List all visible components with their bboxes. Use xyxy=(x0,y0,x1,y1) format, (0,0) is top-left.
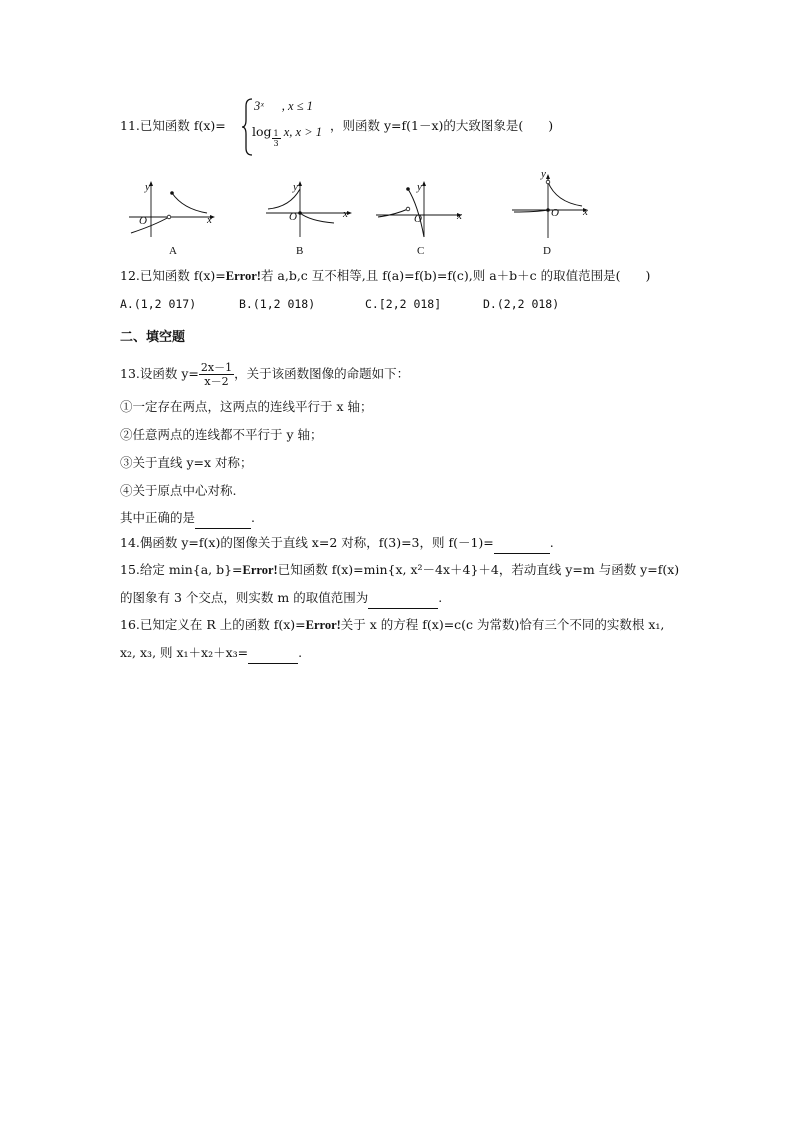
section-title: 二、填空题 xyxy=(120,330,186,345)
graph-c-y-label: y xyxy=(417,181,422,193)
q11-case1-expr: 3ˣ xyxy=(254,99,264,113)
q15-line-2 xyxy=(120,588,442,609)
q12-line xyxy=(120,266,650,286)
graph-a-origin: O xyxy=(139,215,147,227)
answer-blank[interactable] xyxy=(494,533,550,554)
graph-a-x-label: x xyxy=(207,214,212,226)
q11-log-base-num: 1 xyxy=(273,129,279,138)
graph-d-x-label: x xyxy=(583,206,588,218)
q11-case2-log: log xyxy=(252,124,272,139)
q11-line xyxy=(120,116,226,136)
graph-b-y-label: y xyxy=(293,181,298,193)
q13-end: . xyxy=(251,510,255,525)
graph-c xyxy=(372,175,472,240)
q13-item-1: ①一定存在两点，这两点的连线平行于 x 轴； xyxy=(120,399,373,414)
graph-b-label: B xyxy=(296,245,304,257)
q11-prefix: 11.已知函数 f(x)= xyxy=(120,118,226,133)
q16-end: . xyxy=(298,645,303,660)
q12-options xyxy=(120,294,196,314)
q12-option-b: B.(1,2 018) xyxy=(239,297,316,311)
q11-case2 xyxy=(252,124,322,148)
q12-option-d: D.(2,2 018) xyxy=(483,297,560,311)
q11-suffix: ，则函数 y=f(1－x)的大致图象是( ) xyxy=(330,118,554,133)
q16-error: Error! xyxy=(305,618,341,632)
q16-line xyxy=(120,615,664,635)
q16-part1: 16.已知定义在 R 上的函数 f(x)= xyxy=(120,617,306,632)
q13-suffix: ，关于该函数图像的命题如下： xyxy=(234,366,410,381)
graph-d-y-label: y xyxy=(541,168,546,180)
graph-c-x-label: x xyxy=(457,210,462,222)
q13-item-2: ②任意两点的连线都不平行于 y 轴； xyxy=(120,427,323,442)
q13-line xyxy=(120,360,409,388)
q15-part2: 已知函数 f(x)=min{x, x²－4x＋4}＋4，若动直线 y=m 与函数 y=f(x) xyxy=(277,562,680,577)
q11-case1 xyxy=(254,98,313,114)
q15-error: Error! xyxy=(242,563,278,577)
q12-error: Error! xyxy=(225,269,261,283)
graph-a-label: A xyxy=(169,245,177,257)
graph-b-x-label: x xyxy=(343,208,348,220)
q15-line2: 的图象有 3 个交点，则实数 m 的取值范围为 xyxy=(120,590,369,605)
graph-b-origin: O xyxy=(289,211,297,223)
q15-line xyxy=(120,560,679,580)
q15-end: . xyxy=(438,590,443,605)
answer-blank[interactable] xyxy=(248,643,298,664)
q16-line-2 xyxy=(120,643,302,664)
answer-blank[interactable] xyxy=(368,588,438,609)
graph-c-origin: O xyxy=(414,213,422,225)
q11-case1-cond: , x ≤ 1 xyxy=(281,99,313,113)
q13-frac-num: 2x－1 xyxy=(200,361,233,374)
q13-item-3: ③关于直线 y=x 对称； xyxy=(120,455,253,470)
q13-item-4: ④关于原点中心对称. xyxy=(120,483,237,498)
graph-d-origin: O xyxy=(551,207,559,219)
q12-prefix: 12.已知函数 f(x)= xyxy=(120,268,226,283)
graph-d xyxy=(508,168,598,240)
q14-line xyxy=(120,533,554,554)
answer-blank[interactable] xyxy=(195,508,251,529)
q11-log-base xyxy=(272,129,281,148)
graph-a xyxy=(125,175,225,240)
q12-suffix: 若 a,b,c 互不相等,且 f(a)=f(b)=f(c),则 a＋b＋c 的取值范围是( ) xyxy=(260,268,651,283)
q14-end: . xyxy=(549,535,554,550)
q16-line2: x₂, x₃, 则 x₁＋x₂＋x₃= xyxy=(120,645,249,660)
q12-option-c: C.[2,2 018] xyxy=(365,297,442,311)
q13-conclusion xyxy=(120,508,255,529)
q14-text: 14.偶函数 y=f(x)的图像关于直线 x=2 对称，f(3)=3，则 f(－1)= xyxy=(120,535,494,550)
q13-frac-den: x－2 xyxy=(204,375,229,388)
q16-part2: 关于 x 的方程 f(x)=c(c 为常数)恰有三个不同的实数根 x₁, xyxy=(340,617,665,632)
q11-log-base-den: 3 xyxy=(273,139,279,148)
q11-case2-rest: x, x > 1 xyxy=(280,125,323,139)
q13-fraction xyxy=(199,361,234,388)
q13-conclusion-text: 其中正确的是 xyxy=(120,510,196,525)
q15-part1: 15.给定 min{a, b}= xyxy=(120,562,243,577)
q12-option-a: A.(1,2 017) xyxy=(120,297,197,311)
graph-a-y-label: y xyxy=(145,181,150,193)
graph-d-label: D xyxy=(543,245,551,257)
graph-c-label: C xyxy=(417,245,425,257)
q13-prefix: 13.设函数 y= xyxy=(120,366,199,381)
